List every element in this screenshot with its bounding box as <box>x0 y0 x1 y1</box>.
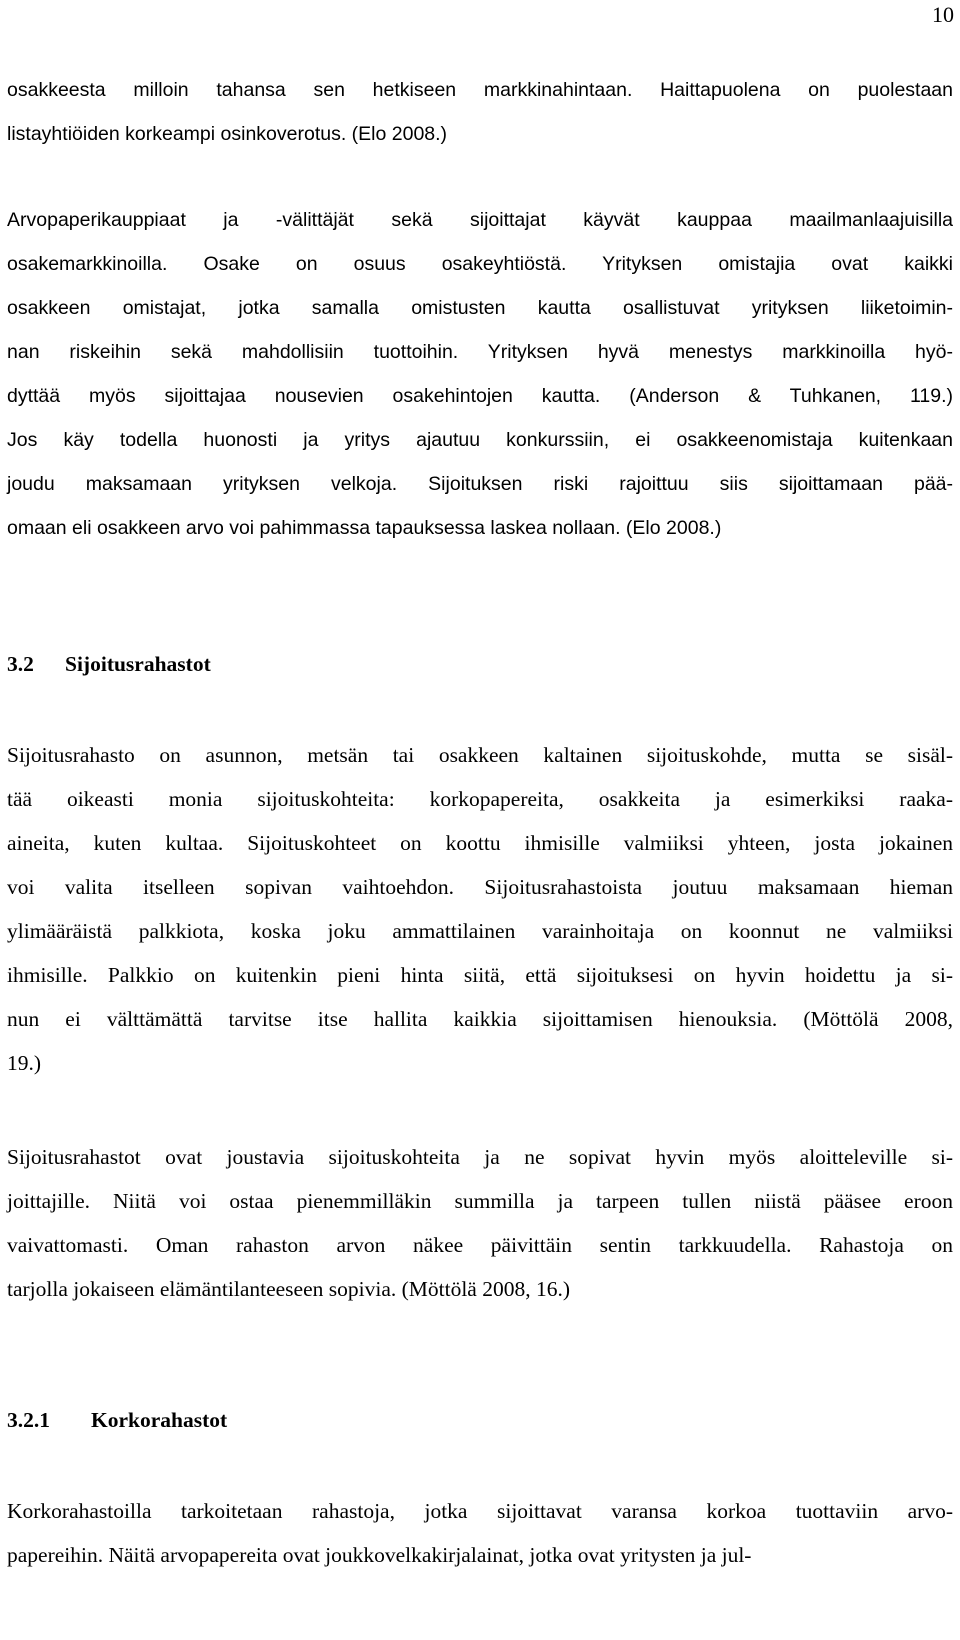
paragraph-line: osakkeesta milloin tahansa sen hetkiseen markkinahintaan. Haittapuolena on puolestaan <box>7 79 953 101</box>
paragraph-line: listayhtiöiden korkeampi osinkoverotus. (Elo 2008.) <box>7 123 448 145</box>
paragraph-line: Korkorahastoilla tarkoitetaan rahastoja, jotka sijoittavat varansa korkoa tuottaviin arvo- <box>7 1499 953 1523</box>
paragraph-line: vaivattomasti. Oman rahaston arvon näkee päivittäin sentin tarkkuudella. Rahastoja on <box>7 1233 953 1257</box>
paragraph-line: osakkeen omistajat, jotka samalla omistusten kautta osallistuvat yrityksen liiketoimin- <box>7 297 953 319</box>
paragraph-line: papereihin. Näitä arvopapereita ovat joukkovelkakirjalainat, jotka ovat yritysten ja jul- <box>7 1543 752 1567</box>
paragraph-line: nun ei välttämättä tarvitse itse hallita kaikkia sijoittamisen hienouksia. (Möttölä 2008, <box>7 1007 953 1031</box>
paragraph-line: osakemarkkinoilla. Osake on osuus osakeyhtiöstä. Yrityksen omistajia ovat kaikki <box>7 253 953 275</box>
paragraph-line: omaan eli osakkeen arvo voi pahimmassa tapauksessa laskea nollaan. (Elo 2008.) <box>7 517 722 539</box>
section-title: Korkorahastot <box>91 1408 228 1432</box>
paragraph-line: tää oikeasti monia sijoituskohteita: korkopapereita, osakkeita ja esimerkiksi raaka- <box>7 787 953 811</box>
paragraph-line: nan riskeihin sekä mahdollisiin tuottoihin. Yrityksen hyvä menestys markkinoilla hyö- <box>7 341 953 363</box>
paragraph-line: Jos käy todella huonosti ja yritys ajautuu konkurssiin, ei osakkeenomistaja kuitenkaan <box>7 429 953 451</box>
section-heading <box>7 649 211 679</box>
paragraph-line: joittajille. Niitä voi ostaa pienemmilläkin summilla ja tarpeen tullen niistä pääsee eroon <box>7 1189 953 1213</box>
paragraph-line: dyttää myös sijoittajaa nousevien osakehintojen kautta. (Anderson & Tuhkanen, 119.) <box>7 385 953 407</box>
paragraph-line: voi valita itselleen sopivan vaihtoehdon. Sijoitusrahastoista joutuu maksamaan hieman <box>7 875 953 899</box>
section-number: 3.2 <box>7 652 34 676</box>
paragraph-line: Arvopaperikauppiaat ja -välittäjät sekä sijoittajat käyvät kauppaa maailmanlaajuisilla <box>7 209 953 231</box>
paragraph-line: Sijoitusrahastot ovat joustavia sijoituskohteita ja ne sopivat hyvin myös aloitteleville si- <box>7 1145 953 1169</box>
section-title: Sijoitusrahastot <box>65 652 211 676</box>
paragraph-line: 19.) <box>7 1051 42 1075</box>
paragraph-line: ylimääräistä palkkiota, koska joku ammattilainen varainhoitaja on koonnut ne valmiiksi <box>7 919 953 943</box>
page-number: 10 <box>932 2 954 27</box>
paragraph-line: aineita, kuten kultaa. Sijoituskohteet on koottu ihmisille valmiiksi yhteen, josta jokainen <box>7 831 953 855</box>
paragraph-line: tarjolla jokaiseen elämäntilanteeseen sopivia. (Möttölä 2008, 16.) <box>7 1277 571 1301</box>
paragraph-line: Sijoitusrahasto on asunnon, metsän tai osakkeen kaltainen sijoituskohde, mutta se sisäl- <box>7 743 953 767</box>
section-number: 3.2.1 <box>7 1408 50 1432</box>
paragraph-line: ihmisille. Palkkio on kuitenkin pieni hinta siitä, että sijoituksesi on hyvin hoidettu ja si- <box>7 963 953 987</box>
section-heading <box>7 1405 227 1435</box>
paragraph-line: joudu maksamaan yrityksen velkoja. Sijoituksen riski rajoittuu siis sijoittamaan pää- <box>7 473 953 495</box>
